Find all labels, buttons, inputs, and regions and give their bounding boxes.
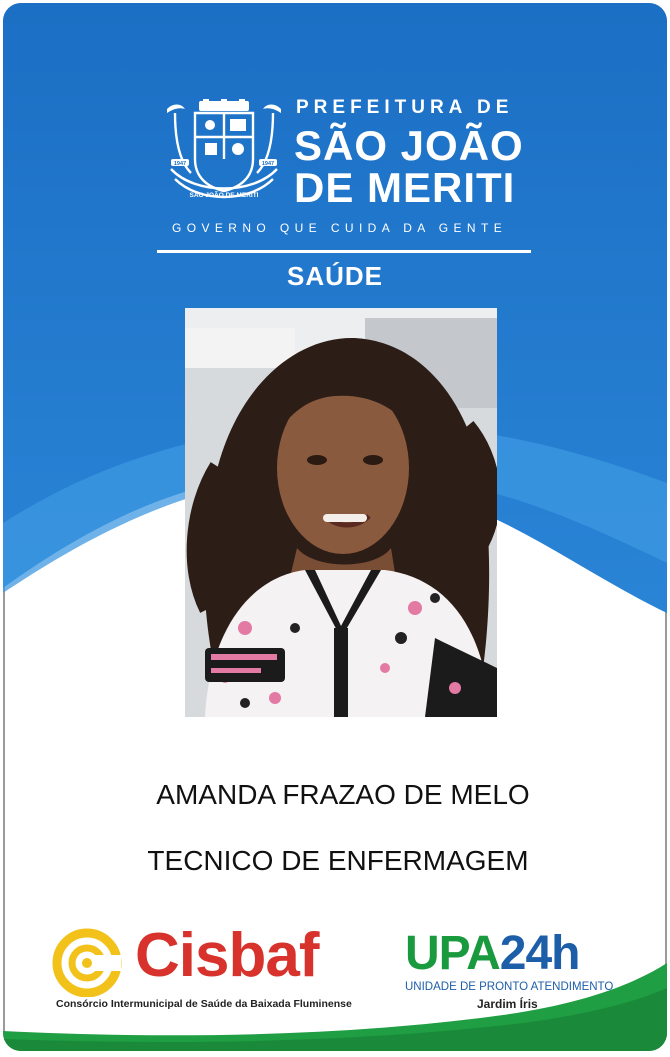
department-label: SAÚDE — [286, 261, 383, 291]
cisbaf-logo-text: Cisbaf — [135, 921, 319, 990]
header-divider — [157, 250, 531, 253]
id-badge — [3, 3, 667, 1051]
city-name-line2: DE MERITI — [294, 164, 516, 211]
upa-unit-name: Jardim Íris — [477, 997, 538, 1011]
upa-letters: UPA — [405, 927, 500, 980]
employee-name: AMANDA FRAZAO DE MELO — [156, 779, 530, 810]
crest-year-right: 1947 — [261, 161, 275, 167]
city-crest-logo — [165, 99, 283, 205]
cisbaf-icon — [51, 927, 125, 997]
crest-ribbon-text: SÃO JOÃO DE MERITI — [189, 192, 259, 199]
upa-number: 24h — [499, 927, 580, 980]
employee-photo — [185, 308, 497, 717]
government-slogan: GOVERNO QUE CUIDA DA GENTE — [172, 221, 508, 235]
cisbaf-subtitle: Consórcio Intermunicipal de Saúde da Baixada Fluminense — [56, 998, 352, 1010]
crest-year-left: 1947 — [173, 161, 187, 167]
upa-subtitle: UNIDADE DE PRONTO ATENDIMENTO — [405, 981, 614, 993]
upa-logo-text — [405, 929, 580, 979]
employee-role: TECNICO DE ENFERMAGEM — [147, 845, 529, 876]
city-name-line1: SÃO JOÃO — [294, 122, 524, 169]
prefeitura-label: PREFEITURA DE — [296, 97, 514, 118]
